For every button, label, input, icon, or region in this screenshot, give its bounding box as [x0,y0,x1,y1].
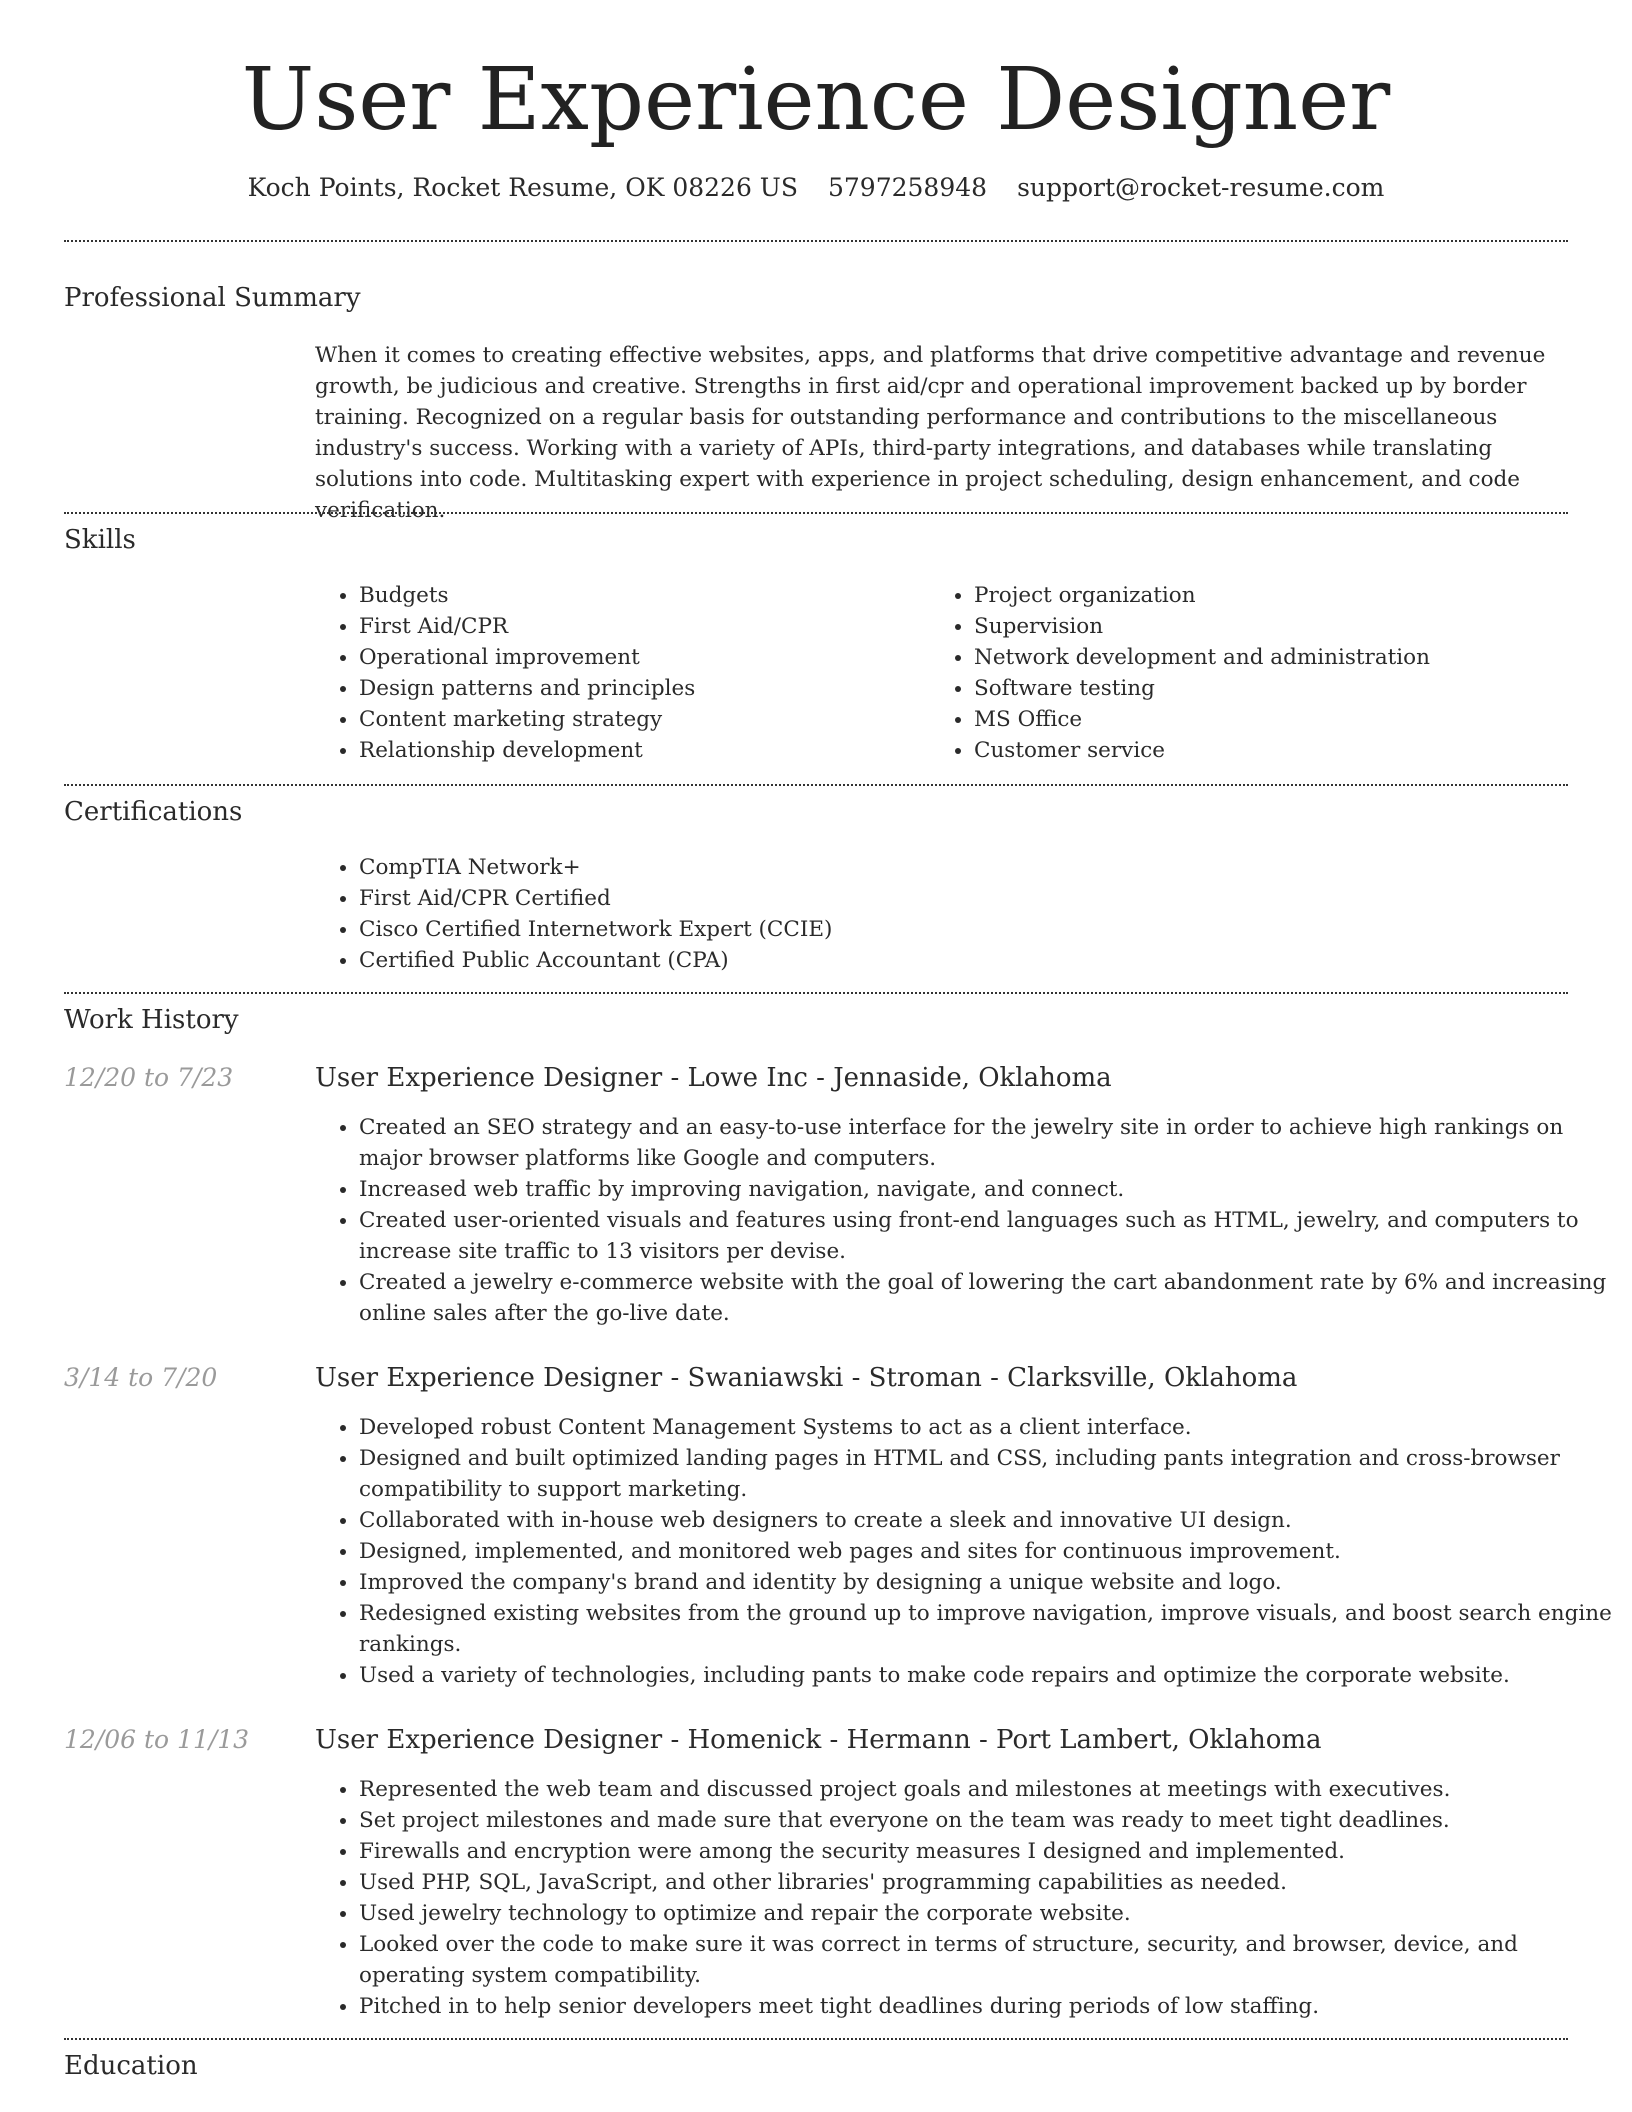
divider [64,992,1568,994]
job-dates: 12/06 to 11/13 [64,1725,250,1754]
resume-name: User Experience Designer [241,50,1391,150]
section-title-education: Education [64,2051,198,2081]
divider [64,512,1568,514]
skill-item: • Design patterns and principles [359,673,919,704]
job-bullet: • Used a variety of technologies, including pants to make code repairs and optimize the corporate website. [359,1660,1615,1691]
skills-list-right [930,580,1594,766]
job-title: User Experience Designer - Homenick - Hermann - Port Lambert, Oklahoma [315,1725,1322,1755]
certifications-list [315,852,1559,976]
skill-item: • Customer service [974,735,1594,766]
skill-item: • Relationship development [359,735,919,766]
summary-text: When it comes to creating effective websites, apps, and platforms that drive competitive advantage and revenue growth, be judicious and creative. Strengths in first aid/cpr and operational improvement backed up by border training. Recognized on a regular basis for outstanding performance and contributions to the miscellaneous industry's success. Working with a variety of APIs, third-party integrations, and databases while translating solutions into code. Multitasking expert with experience in project scheduling, design enhancement, and code verification. [315,343,1546,523]
job-dates: 3/14 to 7/20 [64,1363,218,1392]
job-bullets [315,1112,1615,1329]
job-bullet: • Used jewelry technology to optimize and repair the corporate website. [359,1898,1615,1929]
job-bullet: • Used PHP, SQL, JavaScript, and other libraries' programming capabilities as needed. [359,1867,1615,1898]
contact-email[interactable]: support@rocket-resume.com [1017,173,1385,202]
section-title-work-history: Work History [64,1005,239,1035]
divider [64,2038,1568,2040]
divider [64,240,1568,242]
skill-item: • Supervision [974,611,1594,642]
section-title-summary: Professional Summary [64,283,361,313]
job-bullet: • Set project milestones and made sure that everyone on the team was ready to meet tight deadlines. [359,1805,1615,1836]
skill-item: • Software testing [974,673,1594,704]
contact-line [0,170,1632,206]
skill-item: • First Aid/CPR [359,611,919,642]
job-bullet: • Improved the company's brand and identity by designing a unique website and logo. [359,1567,1615,1598]
job-bullet: • Developed robust Content Management Systems to act as a client interface. [359,1412,1615,1443]
contact-address: Koch Points, Rocket Resume, OK 08226 US [247,173,798,202]
job-title: User Experience Designer - Swaniawski - Stroman - Clarksville, Oklahoma [315,1363,1298,1393]
skill-item: • MS Office [974,704,1594,735]
job-title: User Experience Designer - Lowe Inc - Jennaside, Oklahoma [315,1063,1112,1093]
contact-phone: 5797258948 [828,173,988,202]
job-bullets [315,1412,1615,1691]
job-bullet: • Represented the web team and discussed project goals and milestones at meetings with executives. [359,1774,1615,1805]
divider [64,784,1568,786]
section-title-skills: Skills [64,525,136,555]
job-bullet: • Collaborated with in-house web designers to create a sleek and innovative UI design. [359,1505,1615,1536]
skill-item: • Project organization [974,580,1594,611]
skill-item: • Budgets [359,580,919,611]
job-bullet: • Firewalls and encryption were among the security measures I designed and implemented. [359,1836,1615,1867]
section-title-certifications: Certifications [64,797,243,827]
certification-item: • First Aid/CPR Certified [359,883,1559,914]
job-bullet: • Created user-oriented visuals and features using front-end languages such as HTML, jewelry, and computers to increase site traffic to 13 visitors per devise. [359,1205,1615,1267]
skill-item: • Network development and administration [974,642,1594,673]
skill-item: • Operational improvement [359,642,919,673]
job-bullet: • Looked over the code to make sure it was correct in terms of structure, security, and browser, device, and operating system compatibility. [359,1929,1615,1991]
job-bullet: • Created a jewelry e-commerce website with the goal of lowering the cart abandonment rate by 6% and increasing online sales after the go-live date. [359,1267,1615,1329]
certification-item: • Certified Public Accountant (CPA) [359,945,1559,976]
job-bullet: • Increased web traffic by improving navigation, navigate, and connect. [359,1174,1615,1205]
certification-item: • CompTIA Network+ [359,852,1559,883]
job-bullets [315,1774,1615,2022]
skills-list-left [315,580,919,766]
job-bullet: • Designed, implemented, and monitored web pages and sites for continuous improvement. [359,1536,1615,1567]
job-bullet: • Created an SEO strategy and an easy-to-use interface for the jewelry site in order to achieve high rankings on major browser platforms like Google and computers. [359,1112,1615,1174]
job-dates: 12/20 to 7/23 [64,1063,234,1092]
certification-item: • Cisco Certified Internetwork Expert (CCIE) [359,914,1559,945]
job-bullet: • Designed and built optimized landing pages in HTML and CSS, including pants integration and cross-browser compatibility to support marketing. [359,1443,1615,1505]
job-bullet: • Pitched in to help senior developers meet tight deadlines during periods of low staffing. [359,1991,1615,2022]
job-bullet: • Redesigned existing websites from the ground up to improve navigation, improve visuals, and boost search engine rankings. [359,1598,1615,1660]
skill-item: • Content marketing strategy [359,704,919,735]
